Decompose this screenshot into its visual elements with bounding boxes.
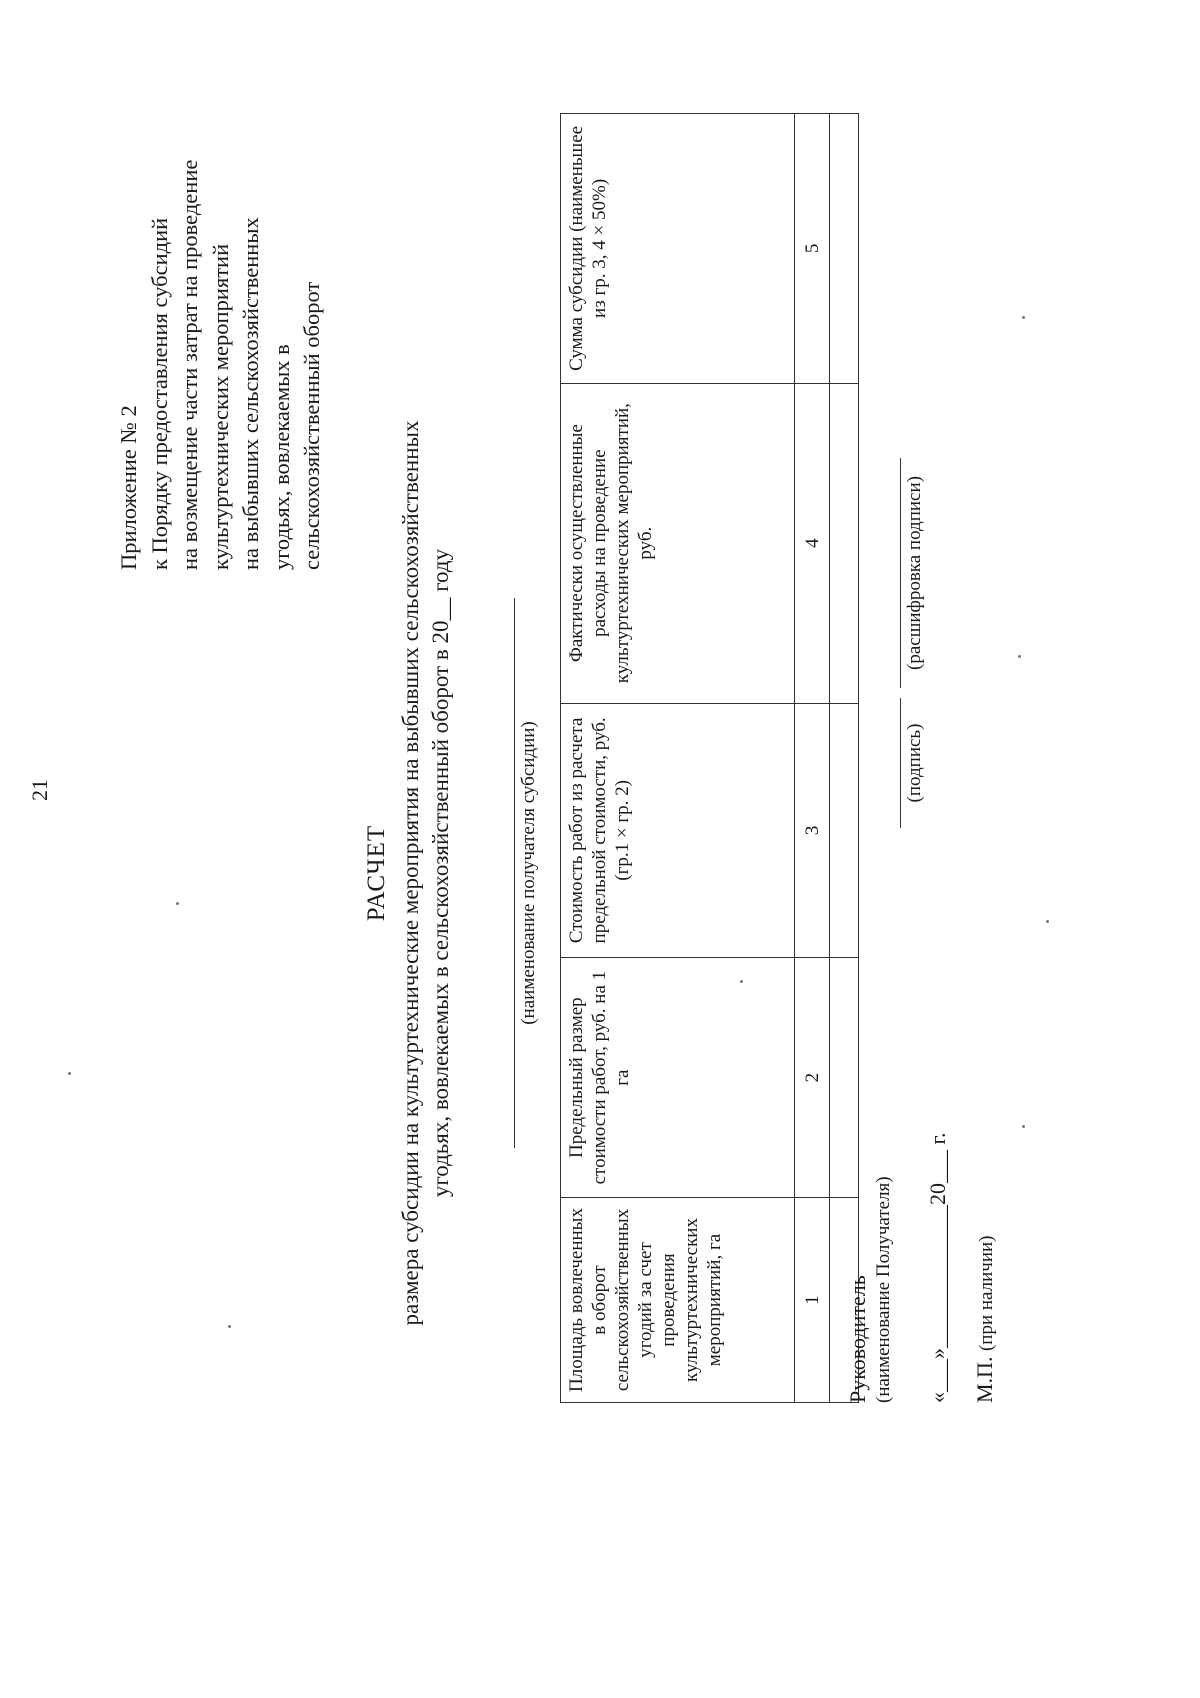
header-cell-limit-cost: Предельный размер стоимости работ, руб. на 1 га (561, 958, 795, 1198)
subtitle-line-1: размера субсидии на культуртехнические мероприятия на выбывших сельскохозяйственных (398, 420, 423, 1326)
document-title: РАСЧЕТ (363, 824, 390, 922)
scan-speck (740, 980, 743, 983)
appendix-block (114, 50, 328, 570)
empty-cell (830, 383, 859, 703)
appendix-line: на возмещение части затрат на проведение (177, 159, 202, 570)
stamp-mark: М.П. (972, 1356, 997, 1403)
signature-line (900, 698, 901, 828)
date-line: «___»_____________20___ г. (925, 1132, 950, 1403)
signature-label: (подпись) (904, 723, 925, 803)
column-number: 3 (795, 703, 830, 958)
recipient-label: (наименование получателя субсидии) (518, 721, 539, 1025)
table-empty-row (830, 114, 859, 1403)
scan-speck (1022, 1125, 1025, 1128)
recipient-line (514, 598, 515, 1148)
scan-speck (1018, 655, 1021, 658)
subtitle-line-2: угодьях, вовлекаемых в сельскохозяйственный оборот в 20__ году (428, 548, 453, 1198)
calculation-table (560, 113, 859, 1403)
header-cell-subsidy-sum: Сумма субсидии (наименьшее из гр. 3, 4 × 50%) (561, 114, 795, 384)
stamp-note: (при наличии) (976, 1235, 997, 1352)
scan-speck (68, 1072, 71, 1075)
table-header-row (561, 114, 795, 1403)
appendix-line: на выбывших сельскохозяйственных (238, 217, 263, 570)
scan-speck (228, 1325, 231, 1328)
header-cell-work-cost: Стоимость работ из расчета предельной стоимости, руб. (гр.1 × гр. 2) (561, 703, 795, 958)
header-cell-area: Площадь вовлеченных в оборот сельскохозяйственных угодий за счет проведения культуртехнических мероприятий, га (561, 1198, 795, 1403)
appendix-line: Приложение № 2 (116, 405, 141, 570)
column-number: 1 (795, 1198, 830, 1403)
stamp-line (972, 1235, 998, 1403)
signature-decode-label: (расшифровка подписи) (904, 476, 925, 670)
page-number: 21 (27, 779, 52, 801)
table-number-row (795, 114, 830, 1403)
scan-speck (1046, 920, 1049, 923)
scan-speck (1022, 316, 1025, 319)
signature-decode-line (900, 458, 901, 688)
document-subtitle (396, 148, 456, 1598)
appendix-line: угодьях, вовлекаемых в (268, 344, 294, 570)
empty-cell (830, 703, 859, 958)
appendix-line: к Порядку предоставления субсидий (146, 217, 172, 570)
appendix-line: сельскохозяйственный оборот (299, 281, 324, 570)
column-number: 4 (795, 383, 830, 703)
column-number: 2 (795, 958, 830, 1198)
empty-cell (830, 114, 859, 384)
empty-cell (830, 958, 859, 1198)
appendix-line: культуртехнических мероприятий (207, 243, 233, 570)
signature-recipient-label: (наименование Получателя) (873, 1176, 894, 1403)
header-cell-actual-expenses: Фактически осуществленные расходы на проведение культуртехнических мероприятий, руб. (561, 383, 795, 703)
rotated-document (100, 68, 997, 1598)
column-number: 5 (795, 114, 830, 384)
scan-speck (176, 902, 179, 905)
signature-title: Руководитель (845, 1275, 870, 1403)
